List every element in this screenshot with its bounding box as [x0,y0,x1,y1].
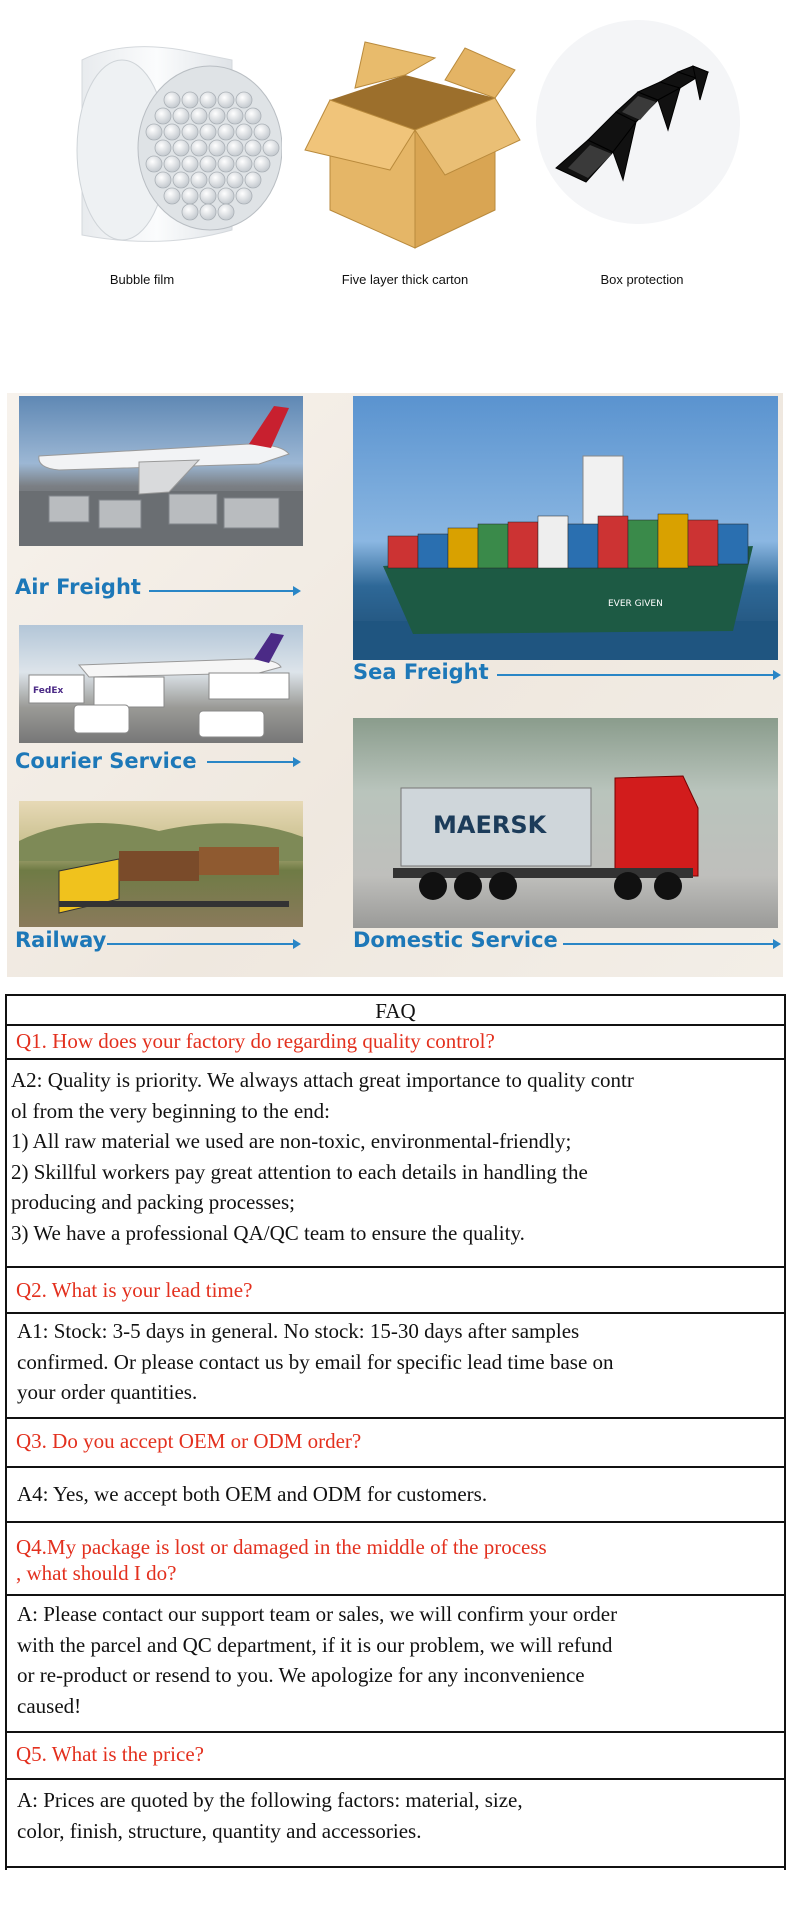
air-freight-arrow [149,590,299,592]
faq-answer-line: A2: Quality is priority. We always attach great importance to quality contr [11,1068,634,1092]
courier-service-arrow [207,761,299,763]
fedex-text: FedEx [33,686,64,696]
faq-answer-line: A1: Stock: 3-5 days in general. No stock: 15-30 days after samples [17,1319,580,1343]
carton-item [295,0,515,300]
faq-answer-line: or re-product or resend to you. We apologize for any inconvenience [17,1663,585,1687]
faq-question-2: Q2. What is your lead time? [16,1278,253,1302]
bubble-film-caption: Bubble film [109,272,175,287]
faq-answer-5 [7,1785,784,1846]
domestic-service-photo [353,718,778,928]
domestic-service-arrow [563,943,779,945]
domestic-service-label: Domestic Service [353,928,558,952]
faq-answer-line: confirmed. Or please contact us by email for specific lead time base on [17,1349,614,1374]
faq-question-4-line-2: , what should I do? [16,1561,177,1585]
packaging-section [0,0,790,300]
carton-box-photo [295,0,525,260]
faq-question-5: Q5. What is the price? [16,1742,204,1766]
courier-service-photo [19,625,303,743]
sea-freight-arrow [497,674,779,676]
faq-answer-line: 2) Skillful workers pay great attention to each details in handling the [11,1159,588,1184]
faq-answer-line: 1) All raw material we used are non-toxic, environmental-friendly; [11,1129,572,1153]
faq-answer-line: A: Prices are quoted by the following factors: material, size, [17,1788,523,1812]
air-freight-label: Air Freight [15,575,141,599]
faq-question-4-line-1: Q4.My package is lost or damaged in the middle of the process [16,1535,547,1559]
faq-answer-2 [7,1316,784,1408]
maersk-text: MAERSK [433,811,547,839]
shipping-methods-panel [7,393,783,977]
faq-question-1: Q1. How does your factory do regarding quality control? [16,1029,495,1053]
faq-answer-4 [7,1599,784,1721]
sea-freight-photo [353,396,778,660]
faq-answer-line: 3) We have a professional QA/QC team to ensure the quality. [11,1220,525,1245]
faq-answer-line: producing and packing processes; [11,1190,296,1214]
faq-answer-1 [7,1065,784,1248]
faq-answer-line: A: Please contact our support team or sales, we will confirm your order [17,1602,618,1626]
railway-label: Railway [15,928,107,952]
ship-name-text: EVER GIVEN [608,599,663,609]
box-protection-caption: Box protection [600,272,684,287]
faq-answer-line: your order quantities. [17,1380,198,1404]
faq-answer-3 [7,1479,784,1510]
bubble-film-item [62,0,282,300]
railway-arrow [107,943,299,945]
air-freight-photo [19,396,303,546]
faq-question-4 [7,1534,784,1586]
faq-title: FAQ [375,999,416,1023]
faq-answer-line: caused! [17,1693,82,1718]
railway-photo [19,801,303,927]
box-protection-item [528,0,748,300]
sea-freight-label: Sea Freight [353,660,489,684]
faq-answer-line: A4: Yes, we accept both OEM and ODM for customers. [17,1482,488,1506]
faq-answer-line: color, finish, structure, quantity and accessories. [17,1818,422,1843]
bubble-film-photo [62,0,282,260]
faq-question-3: Q3. Do you accept OEM or ODM order? [16,1429,362,1453]
faq-table [5,994,786,1870]
faq-answer-line: ol from the very beginning to the end: [11,1098,331,1123]
corner-protector-photo [528,0,748,260]
carton-caption: Five layer thick carton [341,272,469,287]
courier-service-label: Courier Service [15,749,197,773]
faq-answer-line: with the parcel and QC department, if it is our problem, we will refund [17,1632,613,1657]
